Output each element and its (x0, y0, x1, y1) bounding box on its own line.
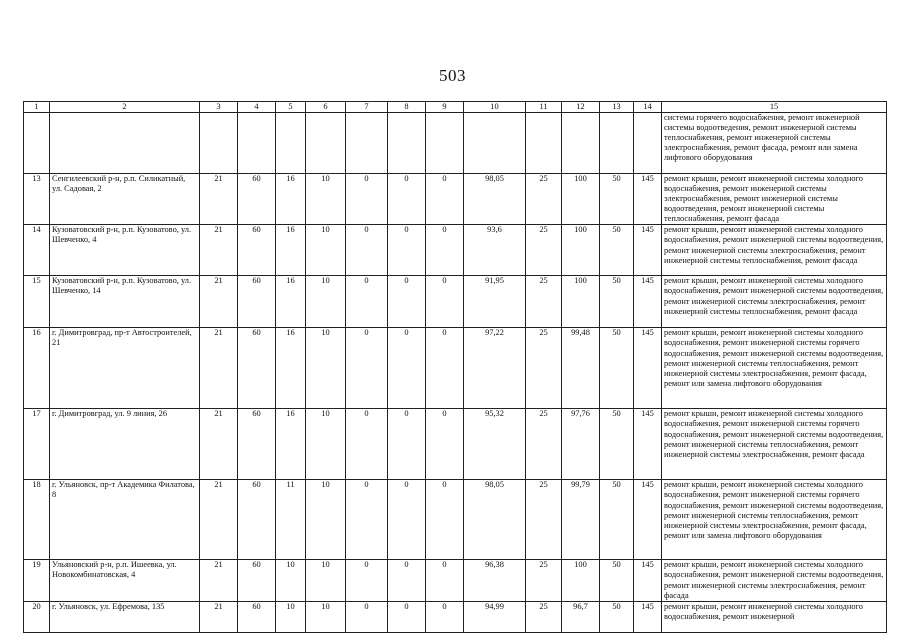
col-header-7: 7 (346, 102, 388, 113)
cell-col-13: 50 (600, 328, 634, 409)
col-header-4: 4 (238, 102, 276, 113)
cell-col-6: 10 (306, 174, 346, 225)
col-header-15: 15 (662, 102, 887, 113)
cell-col-5: 16 (276, 225, 306, 276)
cell-col-13: 50 (600, 560, 634, 601)
cell-col-2: Ульяновский р-н, р.п. Ишеевка, ул. Новокомбинатовская, 4 (50, 560, 200, 601)
cell-col-8: 0 (388, 225, 426, 276)
cell-col-10: 96,38 (464, 560, 526, 601)
cell-col-4 (238, 113, 276, 174)
col-header-3: 3 (200, 102, 238, 113)
table-row (24, 225, 887, 276)
cell-col-6: 10 (306, 480, 346, 560)
cell-col-11 (526, 113, 562, 174)
col-header-14: 14 (634, 102, 662, 113)
cell-col-14: 145 (634, 560, 662, 601)
cell-col-8: 0 (388, 174, 426, 225)
cell-col-1: 16 (24, 328, 50, 409)
col-header-11: 11 (526, 102, 562, 113)
cell-col-15: ремонт крыши, ремонт инженерной системы холодного водоснабжения, ремонт инженерной системы горячего водоснабжения, ремонт инженерной системы водоотведения, ремонт инженерной системы теплоснабжения, ремонт инженерной системы электроснабжения, ремонт фасада (662, 409, 887, 480)
cell-col-1: 18 (24, 480, 50, 560)
cell-col-8: 0 (388, 601, 426, 632)
cell-col-13: 50 (600, 480, 634, 560)
cell-col-8 (388, 113, 426, 174)
cell-col-10: 93,6 (464, 225, 526, 276)
cell-col-1: 19 (24, 560, 50, 601)
cell-col-14: 145 (634, 409, 662, 480)
cell-col-3: 21 (200, 276, 238, 328)
cell-col-6: 10 (306, 225, 346, 276)
cell-col-3: 21 (200, 601, 238, 632)
cell-col-11: 25 (526, 409, 562, 480)
cell-col-3: 21 (200, 560, 238, 601)
cell-col-8: 0 (388, 328, 426, 409)
cell-col-7: 0 (346, 409, 388, 480)
cell-col-9: 0 (426, 328, 464, 409)
cell-col-3: 21 (200, 480, 238, 560)
cell-col-12 (562, 113, 600, 174)
cell-col-12: 100 (562, 225, 600, 276)
header-row (24, 102, 887, 113)
cell-col-1 (24, 113, 50, 174)
cell-col-12: 100 (562, 276, 600, 328)
cell-col-9: 0 (426, 601, 464, 632)
cell-col-4: 60 (238, 601, 276, 632)
cell-col-14: 145 (634, 174, 662, 225)
cell-col-12: 99,79 (562, 480, 600, 560)
cell-col-4: 60 (238, 409, 276, 480)
cell-col-6: 10 (306, 328, 346, 409)
cell-col-15: ремонт крыши, ремонт инженерной системы холодного водоснабжения, ремонт инженерной (662, 601, 887, 632)
cell-col-4: 60 (238, 225, 276, 276)
cell-col-10: 94,99 (464, 601, 526, 632)
cell-col-3: 21 (200, 328, 238, 409)
cell-col-8: 0 (388, 276, 426, 328)
cell-col-15: ремонт крыши, ремонт инженерной системы холодного водоснабжения, ремонт инженерной системы водоотведения, ремонт инженерной системы электроснабжения, ремонт фасада (662, 560, 887, 601)
cell-col-3 (200, 113, 238, 174)
cell-col-3: 21 (200, 174, 238, 225)
cell-col-12: 100 (562, 174, 600, 225)
cell-col-14: 145 (634, 225, 662, 276)
work-schedule-table (23, 101, 887, 633)
cell-col-11: 25 (526, 560, 562, 601)
page-number: 503 (439, 66, 466, 85)
col-header-10: 10 (464, 102, 526, 113)
cell-col-9 (426, 113, 464, 174)
cell-col-13: 50 (600, 601, 634, 632)
cell-col-6 (306, 113, 346, 174)
cell-col-7: 0 (346, 601, 388, 632)
cell-col-7 (346, 113, 388, 174)
cell-col-7: 0 (346, 328, 388, 409)
cell-col-10 (464, 113, 526, 174)
col-header-6: 6 (306, 102, 346, 113)
cell-col-1: 20 (24, 601, 50, 632)
col-header-5: 5 (276, 102, 306, 113)
cell-col-14: 145 (634, 480, 662, 560)
cell-col-10: 98,05 (464, 480, 526, 560)
cell-col-1: 15 (24, 276, 50, 328)
table-row (24, 174, 887, 225)
cell-col-5: 10 (276, 601, 306, 632)
table-row (24, 409, 887, 480)
col-header-9: 9 (426, 102, 464, 113)
cell-col-4: 60 (238, 276, 276, 328)
cell-col-14: 145 (634, 276, 662, 328)
cell-col-9: 0 (426, 409, 464, 480)
col-header-8: 8 (388, 102, 426, 113)
cell-col-1: 17 (24, 409, 50, 480)
cell-col-12: 100 (562, 560, 600, 601)
cell-col-7: 0 (346, 276, 388, 328)
cell-col-15: системы горячего водоснабжения, ремонт инженерной системы водоотведения, ремонт инженерной системы теплоснабжения, ремонт инженерной системы электроснабжения, ремонт фасада, ремонт или замена лифтового оборудования (662, 113, 887, 174)
cell-col-9: 0 (426, 174, 464, 225)
cell-col-4: 60 (238, 174, 276, 225)
col-header-12: 12 (562, 102, 600, 113)
cell-col-14 (634, 113, 662, 174)
cell-col-10: 98,05 (464, 174, 526, 225)
cell-col-4: 60 (238, 560, 276, 601)
cell-col-2: Сенгилеевский р-н, р.п. Силикатный, ул. Садовая, 2 (50, 174, 200, 225)
cell-col-12: 97,76 (562, 409, 600, 480)
cell-col-4: 60 (238, 480, 276, 560)
cell-col-5: 16 (276, 174, 306, 225)
table-row (24, 113, 887, 174)
cell-col-6: 10 (306, 276, 346, 328)
cell-col-2: Кузоватовский р-н, р.п. Кузоватово, ул. Шевченко, 14 (50, 276, 200, 328)
cell-col-15: ремонт крыши, ремонт инженерной системы холодного водоснабжения, ремонт инженерной системы электроснабжения, ремонт инженерной системы водоотведения, ремонт инженерной системы теплоснабжения, ремонт фасада (662, 174, 887, 225)
cell-col-9: 0 (426, 225, 464, 276)
table-row (24, 560, 887, 601)
col-header-1: 1 (24, 102, 50, 113)
cell-col-10: 95,32 (464, 409, 526, 480)
cell-col-6: 10 (306, 601, 346, 632)
cell-col-15: ремонт крыши, ремонт инженерной системы холодного водоснабжения, ремонт инженерной системы горячего водоснабжения, ремонт инженерной системы водоотведения, ремонт инженерной системы теплоснабжения, ремонт инженерной системы электроснабжения, ремонт фасада, ремонт или замена лифтового оборудования (662, 328, 887, 409)
cell-col-15: ремонт крыши, ремонт инженерной системы холодного водоснабжения, ремонт инженерной системы водоотведения, ремонт инженерной системы электроснабжения, ремонт инженерной системы теплоснабжения, ремонт фасада (662, 225, 887, 276)
col-header-2: 2 (50, 102, 200, 113)
cell-col-14: 145 (634, 328, 662, 409)
cell-col-1: 14 (24, 225, 50, 276)
cell-col-8: 0 (388, 560, 426, 601)
cell-col-8: 0 (388, 409, 426, 480)
cell-col-13: 50 (600, 276, 634, 328)
cell-col-10: 91,95 (464, 276, 526, 328)
cell-col-7: 0 (346, 225, 388, 276)
cell-col-2: г. Ульяновск, ул. Ефремова, 135 (50, 601, 200, 632)
cell-col-2: г. Димитровград, пр-т Автостроителей, 21 (50, 328, 200, 409)
cell-col-5: 10 (276, 560, 306, 601)
cell-col-11: 25 (526, 328, 562, 409)
cell-col-2: Кузоватовский р-н, р.п. Кузоватово, ул. Шевченко, 4 (50, 225, 200, 276)
cell-col-7: 0 (346, 560, 388, 601)
table-row (24, 328, 887, 409)
table-row (24, 480, 887, 560)
cell-col-11: 25 (526, 174, 562, 225)
cell-col-7: 0 (346, 174, 388, 225)
cell-col-12: 96,7 (562, 601, 600, 632)
cell-col-7: 0 (346, 480, 388, 560)
cell-col-11: 25 (526, 601, 562, 632)
cell-col-9: 0 (426, 480, 464, 560)
col-header-13: 13 (600, 102, 634, 113)
cell-col-6: 10 (306, 560, 346, 601)
table-row (24, 601, 887, 632)
cell-col-13: 50 (600, 225, 634, 276)
cell-col-3: 21 (200, 225, 238, 276)
cell-col-6: 10 (306, 409, 346, 480)
cell-col-2 (50, 113, 200, 174)
cell-col-15: ремонт крыши, ремонт инженерной системы холодного водоснабжения, ремонт инженерной системы водоотведения, ремонт инженерной системы электроснабжения, ремонт инженерной системы теплоснабжения, ремонт фасада (662, 276, 887, 328)
cell-col-4: 60 (238, 328, 276, 409)
cell-col-14: 145 (634, 601, 662, 632)
cell-col-2: г. Ульяновск, пр-т Академика Филатова, 8 (50, 480, 200, 560)
cell-col-13: 50 (600, 174, 634, 225)
cell-col-11: 25 (526, 276, 562, 328)
cell-col-5 (276, 113, 306, 174)
cell-col-9: 0 (426, 560, 464, 601)
cell-col-5: 11 (276, 480, 306, 560)
cell-col-2: г. Димитровград, ул. 9 линия, 26 (50, 409, 200, 480)
cell-col-5: 16 (276, 276, 306, 328)
cell-col-12: 99,48 (562, 328, 600, 409)
cell-col-11: 25 (526, 225, 562, 276)
cell-col-1: 13 (24, 174, 50, 225)
cell-col-13: 50 (600, 409, 634, 480)
cell-col-15: ремонт крыши, ремонт инженерной системы холодного водоснабжения, ремонт инженерной системы горячего водоснабжения, ремонт инженерной системы водоотведения, ремонт инженерной системы теплоснабжения, ремонт инженерной системы электроснабжения, ремонт фасада, ремонт или замена лифтового оборудования (662, 480, 887, 560)
cell-col-11: 25 (526, 480, 562, 560)
cell-col-13 (600, 113, 634, 174)
cell-col-8: 0 (388, 480, 426, 560)
cell-col-9: 0 (426, 276, 464, 328)
cell-col-3: 21 (200, 409, 238, 480)
table-row (24, 276, 887, 328)
cell-col-5: 16 (276, 409, 306, 480)
cell-col-10: 97,22 (464, 328, 526, 409)
cell-col-5: 16 (276, 328, 306, 409)
